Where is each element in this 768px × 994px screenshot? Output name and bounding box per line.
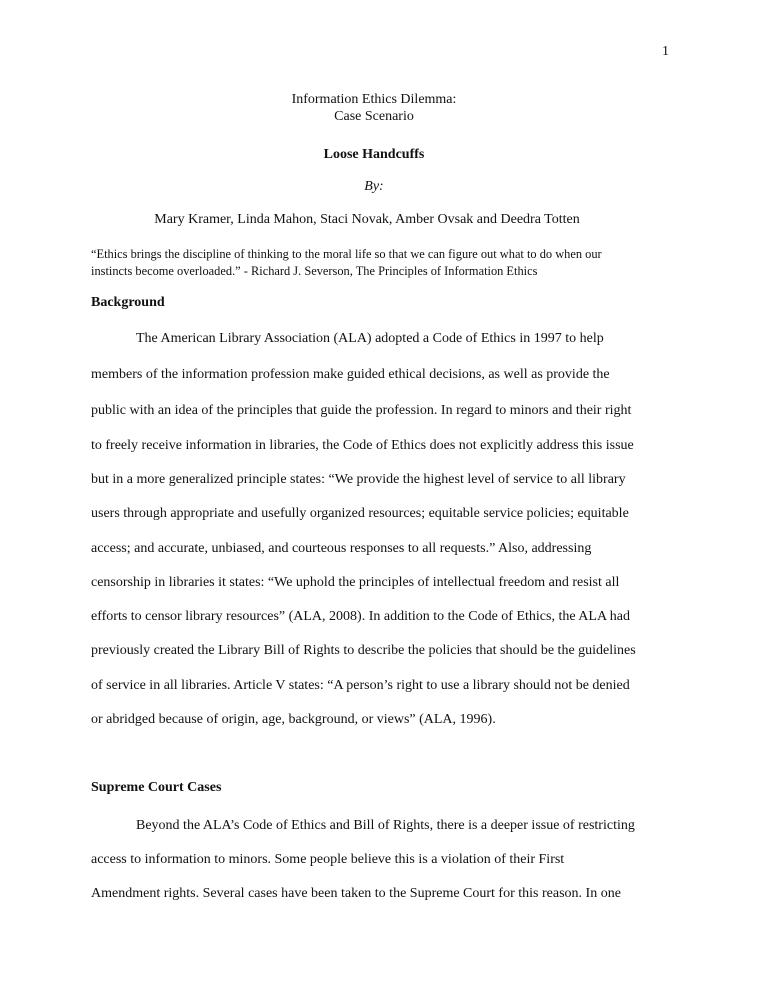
paragraph-line: censorship in libraries it states: “We uphold the principles of intellectual freedom and resist all: [91, 575, 620, 590]
section-heading-background: Background: [91, 295, 165, 310]
quote-line: instincts become overloaded.” - Richard J. Severson, The Principles of Information Ethics: [91, 264, 538, 278]
paragraph-line: Amendment rights. Several cases have been taken to the Supreme Court for this reason. In one: [91, 886, 621, 901]
paragraph-line: public with an idea of the principles that guide the profession. In regard to minors and their right: [91, 403, 632, 418]
paragraph-line: efforts to censor library resources” (ALA, 2008). In addition to the Code of Ethics, the ALA had: [91, 609, 630, 624]
epigraph-quote: [91, 246, 691, 280]
document-title-line-2: Case Scenario: [334, 109, 414, 124]
paragraph-line: but in a more generalized principle states: “We provide the highest level of service to all library: [91, 472, 626, 487]
paragraph-line: members of the information profession make guided ethical decisions, as well as provide the: [91, 367, 610, 382]
paragraph-line: Beyond the ALA’s Code of Ethics and Bill of Rights, there is a deeper issue of restricting: [136, 818, 635, 833]
paragraph-line: or abridged because of origin, age, background, or views” (ALA, 1996).: [91, 712, 496, 727]
page-number: 1: [662, 44, 669, 59]
authors: Mary Kramer, Linda Mahon, Staci Novak, Amber Ovsak and Deedra Totten: [154, 212, 580, 227]
byline: By:: [364, 179, 384, 194]
paragraph-line: previously created the Library Bill of Rights to describe the policies that should be the guidelines: [91, 643, 636, 658]
paragraph-line: to freely receive information in libraries, the Code of Ethics does not explicitly address this issue: [91, 438, 634, 453]
paragraph-line: users through appropriate and usefully organized resources; equitable service policies; equitable: [91, 506, 629, 521]
quote-line: “Ethics brings the discipline of thinking to the moral life so that we can figure out what to do when our: [91, 247, 602, 261]
paragraph-line: access to information to minors. Some people believe this is a violation of their First: [91, 852, 565, 867]
document-subtitle: Loose Handcuffs: [323, 147, 425, 162]
paragraph-line: of service in all libraries. Article V states: “A person’s right to use a library should not be denied: [91, 678, 630, 693]
paragraph-line: access; and accurate, unbiased, and courteous responses to all requests.” Also, addressing: [91, 541, 592, 556]
paragraph-line: The American Library Association (ALA) adopted a Code of Ethics in 1997 to help: [136, 331, 604, 346]
section-heading-supreme-court-cases: Supreme Court Cases: [91, 780, 222, 795]
document-title-line-1: Information Ethics Dilemma:: [291, 92, 457, 107]
